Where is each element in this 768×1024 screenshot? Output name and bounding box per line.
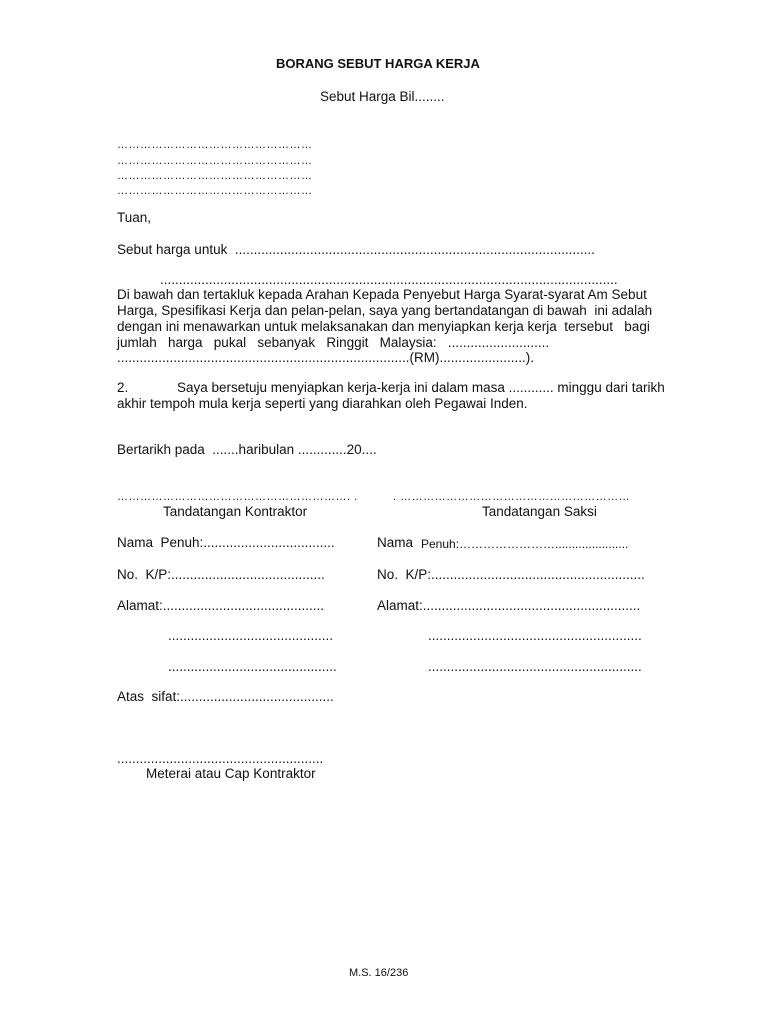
witness-address-line-2: .........................................................	[428, 628, 642, 643]
form-code-footer: M.S. 16/236	[349, 967, 409, 979]
paragraph-2-line-2: akhir tempoh mula kerja seperti yang diarahkan oleh Pegawai Inden.	[117, 396, 528, 411]
paragraph-1-line-3: dengan ini menawarkan untuk melaksanakan dan menyiapkan kerja kerja tersebut bagi	[117, 319, 650, 334]
paragraph-1-line-2: Harga, Spesifikasi Kerja dan pelan-pelan, saya yang bertandatangan di bawah ini adalah	[117, 303, 653, 318]
quotation-number: Sebut Harga Bil........	[320, 89, 445, 104]
address-line-4: ……………………………………………	[117, 185, 313, 197]
quotation-for-continuation: ..........................................................................................................................	[160, 272, 618, 287]
contractor-address-line-3: .............................................	[168, 659, 337, 674]
witness-signature-label: Tandatangan Saksi	[482, 504, 597, 519]
contractor-address: Alamat:...........................................	[117, 598, 325, 613]
witness-address-line-3: .........................................................	[428, 659, 642, 674]
witness-name-label: Nama	[377, 535, 421, 550]
address-line-2: ……………………………………………	[117, 155, 313, 167]
paragraph-1-line-5: ..............................................................................(RM).......................).	[117, 350, 535, 365]
paragraph-2-line-1: Saya bersetuju menyiapkan kerja-kerja ini dalam masa ............ minggu dari tarikh	[177, 380, 665, 395]
address-line-3: ……………………………………………	[117, 170, 313, 182]
witness-address: Alamat:..........................................................	[377, 598, 641, 613]
contractor-signature-label: Tandatangan Kontraktor	[163, 504, 308, 519]
contractor-address-line-2: ............................................	[168, 628, 334, 643]
salutation: Tuan,	[117, 210, 152, 225]
paragraph-1-line-1: Di bawah dan tertakluk kepada Arahan Kepada Penyebut Harga Syarat-syarat Am Sebut	[117, 287, 647, 302]
paragraph-1-line-4: jumlah harga pukal sebanyak Ringgit Malaysia: ...........................	[117, 335, 550, 350]
contractor-ic-number: No. K/P:.........................................	[117, 567, 325, 582]
witness-ic-number: No. K/P:.........................................................	[377, 567, 645, 582]
seal-line: .......................................................	[117, 751, 324, 766]
witness-signature-line: . ……………………………………………………	[393, 491, 631, 503]
address-line-1: ……………………………………………	[117, 139, 313, 151]
contractor-capacity: Atas sifat:.........................................	[117, 689, 334, 704]
paragraph-2-number: 2.	[117, 380, 129, 395]
form-title: BORANG SEBUT HARGA KERJA	[276, 56, 480, 71]
seal-label: Meterai atau Cap Kontraktor	[146, 766, 316, 781]
contractor-signature-line: ……………………………………………………. .	[117, 491, 358, 503]
quotation-for-line: Sebut harga untuk ................................................................................................	[117, 242, 595, 257]
contractor-full-name: Nama Penuh:...................................	[117, 535, 335, 550]
witness-full-name: Penuh:……………………......................	[421, 537, 629, 551]
date-line: Bertarikh pada .......haribulan .............20....	[117, 442, 377, 457]
